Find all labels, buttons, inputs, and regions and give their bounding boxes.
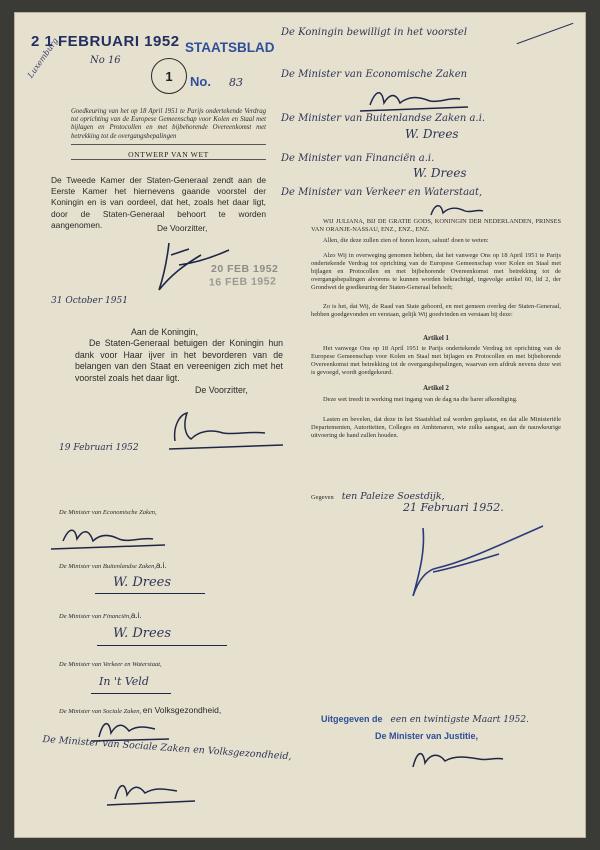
- alzo-text: Alzo Wij in overweging genomen hebben, dat het vanwege Ons op 18 April 1951 te Parijs ondertekende Verdrag tot oprichting van de Europese Gemeenschap voor Kolen en Staal met bijlagen en Protocollen en met bijbehorende Overeenkomst met betrekking tot de overgangsbepalingen alvorens te kunnen worden bekrachtigd, ingevolge artikel 60, lid 2, der Grondwet de goedkeuring der Staten-Generaal behoeft;: [311, 252, 561, 292]
- signature-economische-zaken-right: [360, 83, 470, 113]
- flourish: [517, 23, 574, 44]
- signature-buitenlandse-zaken-right: W. Drees: [405, 127, 459, 141]
- received-stamp-2: 16 FEB 1952: [208, 275, 277, 289]
- allen-text: Allen, die deze zullen zien of horen lezen, saluut! doen te weten:: [323, 237, 489, 244]
- minister-label-buitenlandse-zaken: De Minister van Buitenlandse Zaken,a.i.: [59, 561, 167, 570]
- signature-economische-zaken: [49, 519, 169, 553]
- bill-title: Goedkeuring van het op 18 April 1951 te Parijs ondertekende Verdrag tot oprichting van de Europese Gemeenschap voor Kolen en Staal met bijlagen en Protocollen en met bijbehorende Overeenkomst met betrekking tot de overgangsbepalingen: [71, 108, 266, 140]
- margin-note: Luxemburg: [25, 36, 60, 80]
- staatsblad-stamp: STAATSBLAD: [185, 40, 275, 55]
- artikel-2-title: Artikel 2: [423, 385, 449, 392]
- signature-koningin: [403, 518, 553, 603]
- received-stamp-1: 20 FEB 1952: [211, 263, 279, 275]
- lasten-text: Lasten en bevelen, dat deze in het Staatsblad zal worden geplaatst, en dat alle Ministeriële Departementen, Autoriteiten, Colleges en Ambtenaren, wie zulks aangaat, aan de nauwkeurige uitvoering de hand zullen houden.: [311, 416, 561, 440]
- document-page: [14, 12, 586, 838]
- minister-justitie-stamp: De Minister van Justitie,: [375, 731, 479, 741]
- staatsblad-number: No. 83: [190, 74, 243, 89]
- signature-voorzitter-2: [165, 405, 285, 455]
- signature-line: [91, 693, 171, 694]
- minister-label-economische-zaken: De Minister van Economische Zaken,: [59, 509, 157, 516]
- handwritten-date-1: 31 October 1951: [51, 296, 128, 306]
- signature-verkeer-waterstaat: In 't Veld: [99, 675, 149, 688]
- handwritten-sociale-zaken: De Minister van Sociale Zaken en Volksgezondheid,: [42, 733, 292, 763]
- handwritten-line-5: De Minister van Verkeer en Waterstaat,: [281, 187, 483, 198]
- voorzitter-label-2: De Voorzitter,: [195, 385, 248, 395]
- signature-line: [95, 593, 205, 594]
- signature-buitenlandse-zaken: W. Drees: [113, 575, 172, 590]
- date-stamp: 2 1 FEBRUARI 1952: [31, 33, 180, 50]
- signature-financien-right: W. Drees: [413, 166, 467, 180]
- handwritten-line-3: De Minister van Buitenlandse Zaken a.i.: [281, 113, 486, 124]
- minister-label-sociale-zaken: De Minister van Sociale Zaken, en Volksgezondheid,: [59, 705, 222, 715]
- uitgegeven-line: Uitgegeven de een en twintigste Maart 1952.: [321, 714, 529, 725]
- handwritten-line-1: De Koningin bewilligt in het voorstel: [281, 27, 468, 38]
- divider: [71, 144, 266, 145]
- handwritten-line-4: De Minister van Financiën a.i.: [281, 153, 435, 164]
- artikel-1-title: Artikel 1: [423, 335, 449, 342]
- koningin-heading: Aan de Koningin,: [131, 327, 199, 337]
- zo-text: Zo is het, dat Wij, de Raad van State gehoord, en met gemeen overleg der Staten-Generaal, hebben goedgevonden en verstaan, gelijk Wij goedvinden en verstaan bij deze:: [311, 303, 561, 319]
- voorzitter-label-1: De Voorzitter,: [157, 223, 208, 233]
- circle-number-stamp: 1: [151, 58, 187, 94]
- ontwerp-heading: ONTWERP VAN WET: [128, 150, 209, 159]
- juliana-preamble: WIJ JULIANA, BIJ DE GRATIE GODS, KONINGIN DER NEDERLANDEN, PRINSES VAN ORANJE-NASSAU, ENZ., ENZ., ENZ.: [311, 218, 561, 234]
- handwritten-line-2: De Minister van Economische Zaken: [281, 69, 468, 80]
- signature-line: [97, 645, 227, 646]
- artikel-2-text: Deze wet treedt in werking met ingang van de dag na die harer afkondiging.: [323, 396, 518, 403]
- minister-label-verkeer-waterstaat: De Minister van Verkeer en Waterstaat,: [59, 661, 162, 668]
- minister-label-financien: De Minister van Financiën,a.i.: [59, 611, 142, 620]
- handwritten-date-2: 19 Februari 1952: [59, 443, 139, 453]
- tweede-kamer-text: De Tweede Kamer der Staten-Generaal zendt aan de Eerste Kamer het hiernevens gaande voorstel der Koningin en is van oordeel, dat het, zoals het daar ligt, door de Staten-Generaal behoort te worden aangenomen.: [51, 175, 266, 230]
- signature-sociale-zaken-2: [103, 773, 203, 809]
- gegeven-date: 21 Februari 1952.: [403, 501, 504, 514]
- gegeven-line: Gegeven ten Paleize Soestdijk,: [311, 491, 445, 502]
- artikel-1-text: Het vanwege Ons op 18 April 1951 te Parijs ondertekende Verdrag tot oprichting van de Europese Gemeenschap voor Kolen en Staal met bijlagen en Protocollen en met bijbehorende Overeenkomst met betrekking tot de overgangsbepalingen, waarvan een afdruk nevens deze wet is gevoegd, wordt goedgekeurd.: [311, 345, 561, 377]
- handwritten-number: No 16: [90, 55, 121, 66]
- signature-financien: W. Drees: [113, 626, 172, 641]
- signature-justitie: [405, 743, 505, 773]
- koningin-text: De Staten-Generaal betuigen der Koningin hun dank voor Haar ijver in het bevorderen van de belangen van den Staat en vereenigen zich met het voorstel zoals het daar ligt.: [75, 338, 283, 383]
- divider: [71, 159, 266, 160]
